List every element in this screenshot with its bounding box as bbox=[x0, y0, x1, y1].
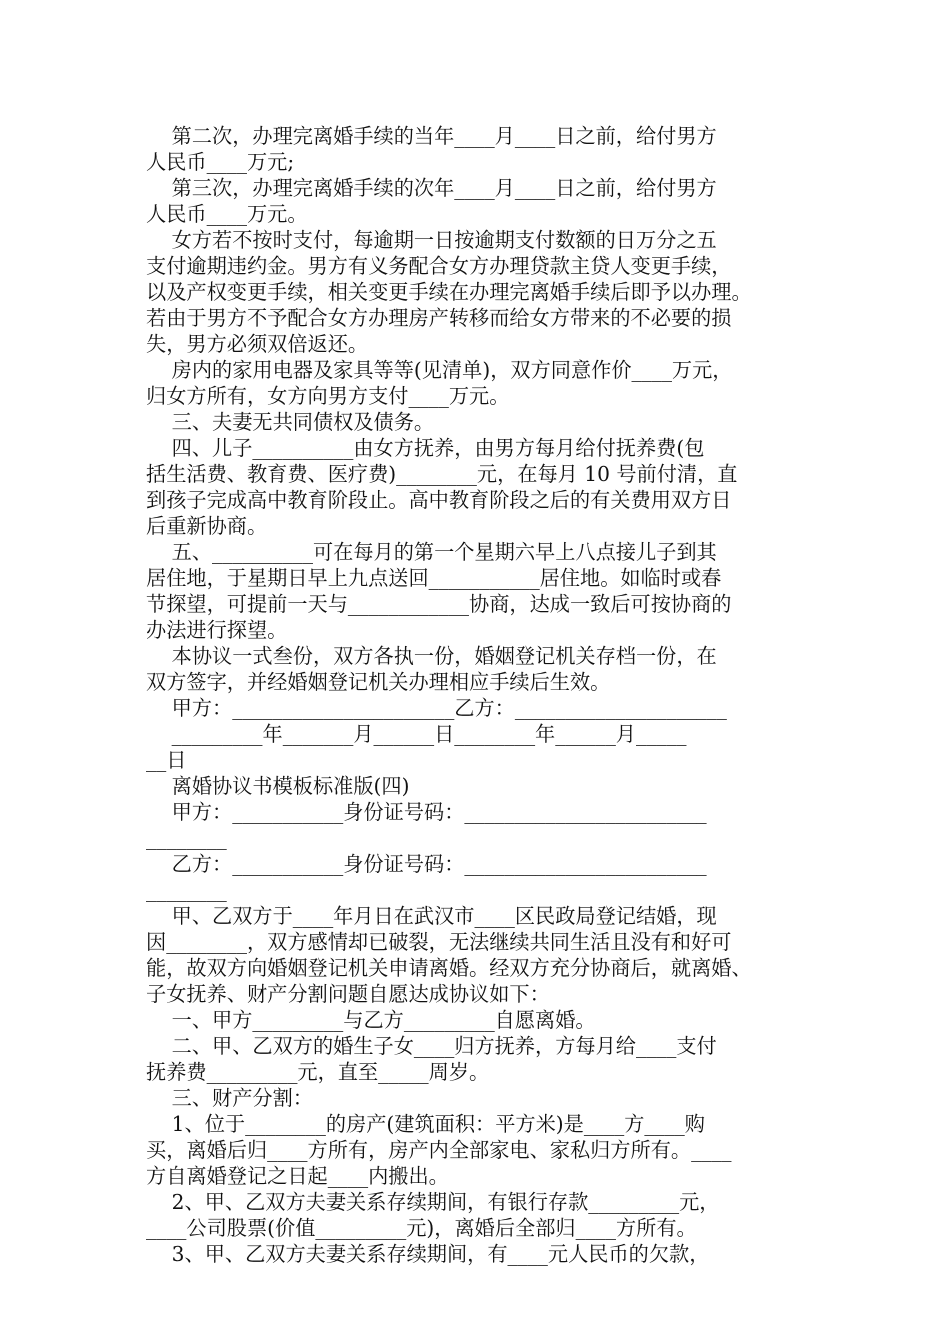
date-line: __日 bbox=[146, 748, 187, 772]
party-b-line: 乙方：___________身份证号码：________________________ bbox=[146, 852, 707, 876]
text-line: 第二次，办理完离婚手续的当年____月____日之前，给付男方 bbox=[146, 124, 717, 148]
party-a-line: ________ bbox=[146, 826, 227, 850]
text-line: 支付逾期违约金。男方有义务配合女方办理贷款主贷人变更手续， bbox=[146, 254, 732, 278]
text-line: 居住地，于星期日早上九点送回___________居住地。如临时或春 bbox=[146, 566, 722, 590]
text-line: 若由于男方不予配合女方办理房产转移而给女方带来的不必要的损 bbox=[146, 306, 732, 330]
text-line: 到孩子完成高中教育阶段止。高中教育阶段之后的有关费用双方日 bbox=[146, 488, 732, 512]
party-b-line: ________ bbox=[146, 878, 227, 902]
text-line: 一、甲方_________与乙方_________自愿离婚。 bbox=[146, 1008, 596, 1032]
text-line: 1、位于________的房产(建筑面积：平方米)是____方____购 bbox=[146, 1112, 705, 1136]
text-line: 归女方所有，女方向男方支付____万元。 bbox=[146, 384, 510, 408]
text-line: 三、财产分割： bbox=[146, 1086, 313, 1110]
text-line: 人民币____万元; bbox=[146, 150, 295, 174]
text-line: 二、甲、乙双方的婚生子女____归方抚养，方每月给____支付 bbox=[146, 1034, 717, 1058]
text-line: 四、儿子__________由女方抚养，由男方每月给付抚养费(包 bbox=[146, 436, 705, 460]
text-line: 人民币____万元。 bbox=[146, 202, 308, 226]
text-line: 办法进行探望。 bbox=[146, 618, 288, 642]
text-line: 因________，双方感情却已破裂，无法继续共同生活且没有和好可 bbox=[146, 930, 732, 954]
party-a-line: 甲方：___________身份证号码：________________________ bbox=[146, 800, 707, 824]
section-title: 离婚协议书模板标准版(四) bbox=[146, 774, 410, 798]
text-line: 2、甲、乙双方夫妻关系存续期间，有银行存款_________元， bbox=[146, 1190, 720, 1214]
text-line: 括生活费、教育费、医疗费)________元，在每月 10 号前付清，直 bbox=[146, 462, 738, 486]
text-line: 以及产权变更手续，相关变更手续在办理完离婚手续后即予以办理。 bbox=[146, 280, 752, 304]
text-line: 子女抚养、财产分割问题自愿达成协议如下： bbox=[146, 982, 550, 1006]
text-line: 方自离婚登记之日起____内搬出。 bbox=[146, 1164, 449, 1188]
text-line: 买，离婚后归____方所有，房产内全部家电、家私归方所有。____ bbox=[146, 1138, 732, 1162]
text-line: ____公司股票(价值_________元)，离婚后全部归____方所有。 bbox=[146, 1216, 697, 1240]
text-line: 甲、乙双方于____年月日在武汉市____区民政局登记结婚，现 bbox=[146, 904, 717, 928]
text-line: 3、甲、乙双方夫妻关系存续期间，有____元人民币的欠款， bbox=[146, 1242, 710, 1266]
text-line: 女方若不按时支付，每逾期一日按逾期支付数额的日万分之五 bbox=[146, 228, 717, 252]
text-line: 抚养费_________元，直至_____周岁。 bbox=[146, 1060, 490, 1084]
text-line: 三、夫妻无共同债权及债务。 bbox=[146, 410, 435, 434]
text-line: 失，男方必须双倍返还。 bbox=[146, 332, 369, 356]
text-line: 节探望，可提前一天与____________协商，达成一致后可按协商的 bbox=[146, 592, 732, 616]
text-line: 第三次，办理完离婚手续的次年____月____日之前，给付男方 bbox=[146, 176, 717, 200]
text-line: 本协议一式叁份，双方各执一份，婚姻登记机关存档一份，在 bbox=[146, 644, 717, 668]
text-line: 五、__________可在每月的第一个星期六早上八点接儿子到其 bbox=[146, 540, 717, 564]
date-line: _________年_______月______日________年______月_____ bbox=[146, 722, 687, 746]
signature-line: 甲方：______________________乙方：_____________________ bbox=[146, 696, 727, 720]
text-line: 能，故双方向婚姻登记机关申请离婚。经双方充分协商后，就离婚、 bbox=[146, 956, 752, 980]
text-line: 双方签字，并经婚姻登记机关办理相应手续后生效。 bbox=[146, 670, 611, 694]
text-line: 房内的家用电器及家具等等(见清单)，双方同意作价____万元， bbox=[146, 358, 733, 382]
text-line: 后重新协商。 bbox=[146, 514, 268, 538]
